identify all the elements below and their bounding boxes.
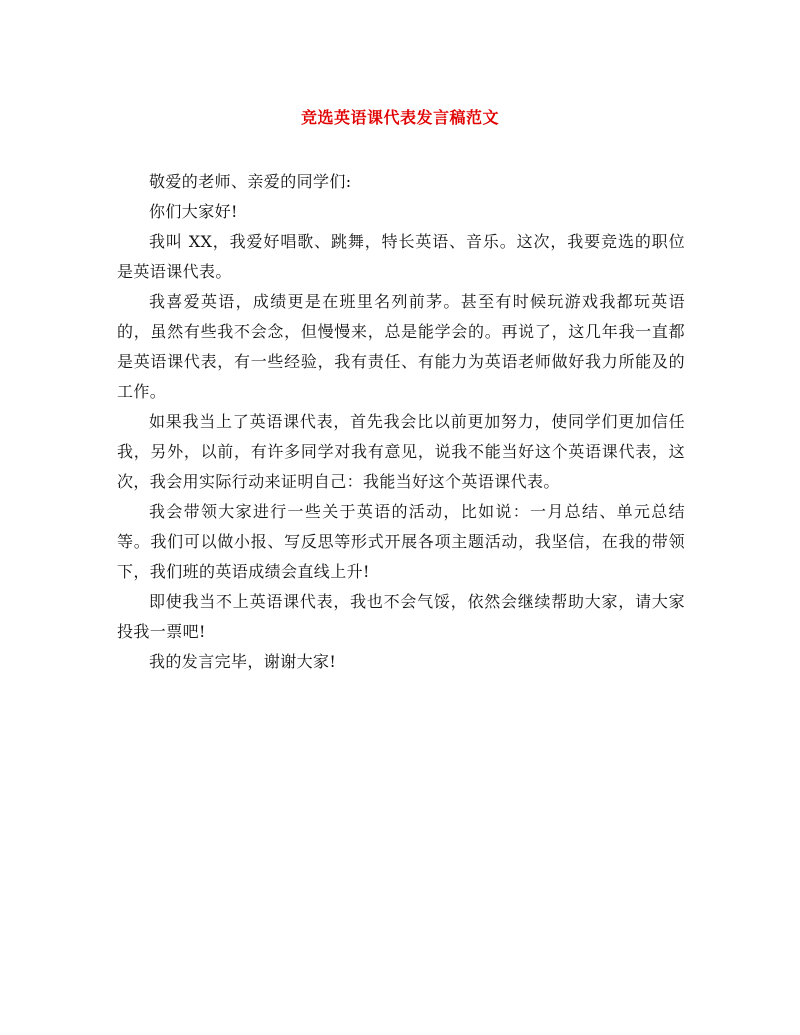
paragraph-closing: 我的发言完毕，谢谢大家! (149, 652, 337, 671)
document-body (117, 167, 685, 677)
paragraph-commitment: 如果我当上了英语课代表，首先我会比以前更加努力，使同学们更加信任我，另外，以前，有许多同学对我有意见，说我不能当好这个英语课代表，这次，我会用实际行动来证明自己：我能当好这个英语课代表。 (117, 412, 685, 491)
paragraph-qualifications: 我喜爱英语，成绩更是在班里名列前茅。甚至有时候玩游戏我都玩英语的，虽然有些我不会念，但慢慢来，总是能学会的。再说了，这几年我一直都是英语课代表，有一些经验，我有责任、有能力为英语老师做好我力所能及的工作。 (117, 292, 685, 401)
paragraph-greeting: 敬爱的老师、亲爱的同学们: (149, 172, 352, 191)
paragraph-if-not-elected: 即使我当不上英语课代表，我也不会气馁，依然会继续帮助大家，请大家投我一票吧! (117, 592, 685, 641)
document-title: 竞选英语课代表发言稿范文 (300, 108, 499, 127)
paragraph-hello: 你们大家好! (149, 202, 238, 221)
paragraph-introduction: 我叫 XX，我爱好唱歌、跳舞，特长英语、音乐。这次，我要竞选的职位是英语课代表。 (117, 232, 685, 281)
paragraph-activities: 我会带领大家进行一些关于英语的活动，比如说：一月总结、单元总结等。我们可以做小报、写反思等形式开展各项主题活动，我坚信，在我的带领下，我们班的英语成绩会直线上升! (117, 502, 685, 581)
